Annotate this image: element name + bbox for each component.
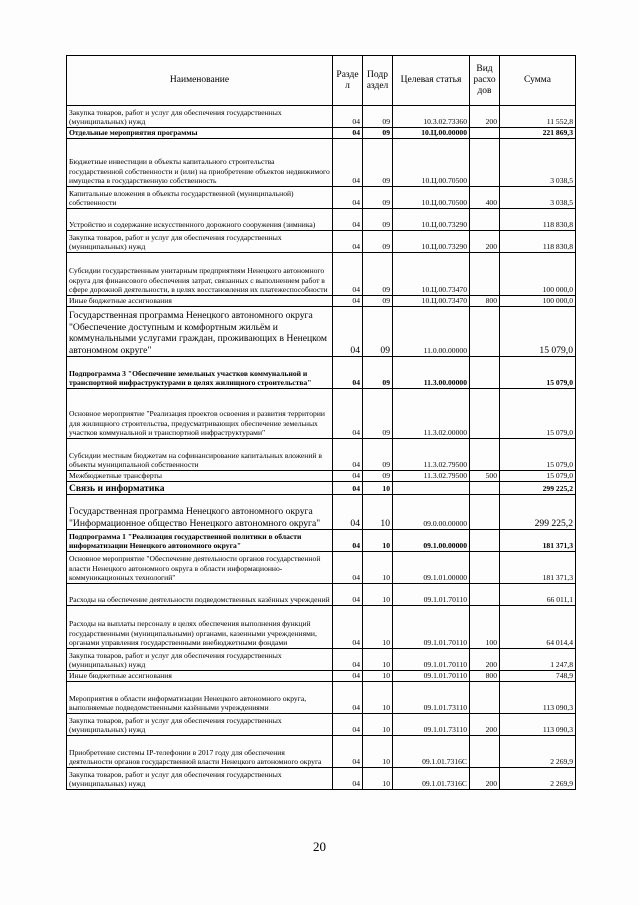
cell-subsection: 09 <box>363 187 393 209</box>
cell-section: 04 <box>333 606 363 649</box>
cell-sum: 221 869,3 <box>500 128 576 139</box>
cell-section: 04 <box>333 495 363 530</box>
cell-name: Закупка товаров, работ и услуг для обеспечения государственных (муниципальных) нужд <box>67 768 333 790</box>
cell-sum: 11 552,8 <box>500 106 576 128</box>
cell-target: 11.3.00.00000 <box>393 357 470 389</box>
table-row <box>67 357 576 389</box>
table-row <box>67 482 576 495</box>
cell-section: 04 <box>333 389 363 439</box>
cell-type: 800 <box>470 671 500 682</box>
table-row <box>67 128 576 139</box>
cell-subsection: 09 <box>363 106 393 128</box>
cell-name: Приобретение системы IP-телефонии в 2017 году для обеспечения деятельности органов государственной власти Ненецкого автономного округа <box>67 736 333 768</box>
cell-subsection: 10 <box>363 768 393 790</box>
cell-target: 09.1.01.70110 <box>393 606 470 649</box>
cell-type: 100 <box>470 606 500 649</box>
cell-target: 10.Ц.00.73290 <box>393 209 470 231</box>
cell-subsection: 09 <box>363 209 393 231</box>
cell-target: 09.1.01.73110 <box>393 682 470 714</box>
cell-subsection: 10 <box>363 649 393 671</box>
cell-name: Подпрограмма 3 "Обеспечение земельных участков коммунальной и транспортной инфраструктурами в целях жилищного строительства" <box>67 357 333 389</box>
cell-target: 10.Ц.00.00000 <box>393 128 470 139</box>
cell-name: Расходы на обеспечение деятельности подведомственных казённых учреждений <box>67 584 333 606</box>
cell-name: Капитальные вложения в объекты государственной (муниципальной) собственности <box>67 187 333 209</box>
cell-section: 04 <box>333 139 363 187</box>
cell-type <box>470 682 500 714</box>
table-row <box>67 231 576 253</box>
cell-subsection: 09 <box>363 357 393 389</box>
cell-subsection: 09 <box>363 296 393 307</box>
table-row <box>67 649 576 671</box>
cell-type <box>470 128 500 139</box>
cell-name: Субсидии государственным унитарным предприятиям Ненецкого автономного округа для финансового обеспечения затрат, связанных с выполнением работ в сфере дорожной деятельности, в целях восстановления их платежеспособности <box>67 253 333 296</box>
cell-sum: 2 269,9 <box>500 768 576 790</box>
table-row <box>67 682 576 714</box>
cell-sum: 15 079,0 <box>500 439 576 471</box>
cell-target: 11.0.00.00000 <box>393 307 470 357</box>
cell-name: Закупка товаров, работ и услуг для обеспечения государственных (муниципальных) нужд <box>67 106 333 128</box>
cell-sum: 64 014,4 <box>500 606 576 649</box>
cell-type <box>470 584 500 606</box>
header-target: Целевая статья <box>393 56 470 106</box>
cell-name: Основное мероприятие "Обеспечение деятельности органов государственной власти Ненецкого автономного округа в области информационно-коммуникационных технологий" <box>67 552 333 584</box>
cell-name: Связь и информатика <box>67 482 333 495</box>
cell-sum: 3 038,5 <box>500 187 576 209</box>
cell-type: 200 <box>470 714 500 736</box>
cell-type <box>470 482 500 495</box>
cell-section: 04 <box>333 128 363 139</box>
cell-type <box>470 307 500 357</box>
cell-section: 04 <box>333 307 363 357</box>
cell-sum: 2 269,9 <box>500 736 576 768</box>
cell-sum: 15 079,0 <box>500 389 576 439</box>
cell-type: 200 <box>470 649 500 671</box>
cell-type <box>470 495 500 530</box>
cell-subsection: 10 <box>363 606 393 649</box>
cell-section: 04 <box>333 768 363 790</box>
table-row <box>67 530 576 552</box>
cell-section: 04 <box>333 439 363 471</box>
cell-type <box>470 209 500 231</box>
cell-sum: 118 830,8 <box>500 231 576 253</box>
cell-type: 500 <box>470 471 500 482</box>
cell-target: 09.1.01.7316С <box>393 736 470 768</box>
cell-target: 10.Ц.00.73290 <box>393 231 470 253</box>
cell-sum: 299 225,2 <box>500 495 576 530</box>
cell-sum: 113 090,3 <box>500 714 576 736</box>
header-name: Наименование <box>67 56 333 106</box>
table-row <box>67 253 576 296</box>
cell-subsection: 10 <box>363 714 393 736</box>
cell-name: Бюджетные инвестиции в объекты капитального строительства государственной собственности и (или) на приобретение объектов недвижимого имущества в государственную собственность <box>67 139 333 187</box>
cell-target: 09.0.00.00000 <box>393 495 470 530</box>
table-row <box>67 736 576 768</box>
cell-subsection: 09 <box>363 253 393 296</box>
cell-type: 200 <box>470 231 500 253</box>
cell-type <box>470 439 500 471</box>
cell-target <box>393 482 470 495</box>
cell-section: 04 <box>333 530 363 552</box>
cell-section: 04 <box>333 471 363 482</box>
table-row <box>67 439 576 471</box>
cell-subsection: 09 <box>363 231 393 253</box>
table-row <box>67 209 576 231</box>
cell-section: 04 <box>333 231 363 253</box>
cell-section: 04 <box>333 649 363 671</box>
cell-section: 04 <box>333 296 363 307</box>
cell-name: Отдельные мероприятия программы <box>67 128 333 139</box>
cell-section: 04 <box>333 682 363 714</box>
cell-subsection: 09 <box>363 471 393 482</box>
cell-sum: 100 000,0 <box>500 296 576 307</box>
cell-name: Межбюджетные трансферты <box>67 471 333 482</box>
cell-sum: 181 371,3 <box>500 552 576 584</box>
cell-subsection: 09 <box>363 307 393 357</box>
cell-subsection: 09 <box>363 389 393 439</box>
cell-name: Устройство и содержание искусственного дорожного сооружения (зимника) <box>67 209 333 231</box>
cell-type <box>470 139 500 187</box>
cell-type <box>470 389 500 439</box>
cell-target: 11.3.02.00000 <box>393 389 470 439</box>
cell-sum: 3 038,5 <box>500 139 576 187</box>
table-row <box>67 106 576 128</box>
cell-name: Закупка товаров, работ и услуг для обеспечения государственных (муниципальных) нужд <box>67 714 333 736</box>
cell-subsection: 10 <box>363 736 393 768</box>
table-row <box>67 606 576 649</box>
cell-target: 10.Ц.00.70500 <box>393 139 470 187</box>
cell-section: 04 <box>333 584 363 606</box>
cell-section: 04 <box>333 106 363 128</box>
table-row <box>67 307 576 357</box>
cell-sum: 66 011,1 <box>500 584 576 606</box>
cell-type <box>470 253 500 296</box>
table-header-row <box>67 56 576 106</box>
cell-sum: 100 000,0 <box>500 253 576 296</box>
header-subsection: Подр аздел <box>363 56 393 106</box>
cell-type <box>470 357 500 389</box>
table-body <box>67 106 576 790</box>
cell-section: 04 <box>333 357 363 389</box>
table-row <box>67 495 576 530</box>
cell-sum: 15 079,0 <box>500 357 576 389</box>
cell-sum: 15 079,0 <box>500 471 576 482</box>
table-row <box>67 139 576 187</box>
cell-target: 09.1.01.70110 <box>393 671 470 682</box>
cell-target: 09.1.01.7316С <box>393 768 470 790</box>
cell-section: 04 <box>333 187 363 209</box>
table-row <box>67 389 576 439</box>
cell-subsection: 09 <box>363 439 393 471</box>
cell-subsection: 10 <box>363 495 393 530</box>
cell-name: Государственная программа Ненецкого автономного округа "Информационное общество Ненецкого автономного округа" <box>67 495 333 530</box>
cell-target: 11.3.02.79500 <box>393 439 470 471</box>
cell-sum: 113 090,3 <box>500 682 576 714</box>
cell-sum: 1 247,8 <box>500 649 576 671</box>
cell-type: 200 <box>470 106 500 128</box>
cell-name: Мероприятия в области информатизации Ненецкого автономного округа, выполняемые подведомственными казёнными учреждениями <box>67 682 333 714</box>
table-row <box>67 471 576 482</box>
cell-sum: 118 830,8 <box>500 209 576 231</box>
cell-section: 04 <box>333 253 363 296</box>
header-type: Вид расхо дов <box>470 56 500 106</box>
cell-subsection: 09 <box>363 139 393 187</box>
header-sum: Сумма <box>500 56 576 106</box>
cell-name: Субсидии местным бюджетам на софинансирование капитальных вложений в объекты муниципальной собственности <box>67 439 333 471</box>
cell-name: Подпрограмма 1 "Реализация государственной политики в области информатизации Ненецкого автономного округа" <box>67 530 333 552</box>
cell-name: Иные бюджетные ассигнования <box>67 296 333 307</box>
cell-subsection: 10 <box>363 682 393 714</box>
cell-sum: 299 225,2 <box>500 482 576 495</box>
budget-table <box>66 55 576 790</box>
page-number: 20 <box>313 839 326 854</box>
cell-type <box>470 530 500 552</box>
cell-section: 04 <box>333 714 363 736</box>
cell-target: 10.Ц.00.70500 <box>393 187 470 209</box>
cell-section: 04 <box>333 209 363 231</box>
table-row <box>67 671 576 682</box>
table-row <box>67 552 576 584</box>
cell-subsection: 10 <box>363 552 393 584</box>
cell-sum: 748,9 <box>500 671 576 682</box>
cell-name: Иные бюджетные ассигнования <box>67 671 333 682</box>
cell-name: Основное мероприятие "Реализация проектов освоения и развития территории для жилищного строительства, предусматривающих обеспечение земельных участков коммунальной и транспортной инфраструктурами" <box>67 389 333 439</box>
header-section: Разде л <box>333 56 363 106</box>
cell-target: 09.1.01.73110 <box>393 714 470 736</box>
cell-target: 10.Ц.00.73470 <box>393 253 470 296</box>
cell-section: 04 <box>333 736 363 768</box>
cell-section: 04 <box>333 552 363 584</box>
cell-subsection: 10 <box>363 482 393 495</box>
cell-name: Государственная программа Ненецкого автономного округа "Обеспечение доступным и комфортным жильём и коммунальными услугами граждан, проживающих в Ненецком автономном округе" <box>67 307 333 357</box>
cell-name: Закупка товаров, работ и услуг для обеспечения государственных (муниципальных) нужд <box>67 649 333 671</box>
cell-name: Расходы на выплаты персоналу в целях обеспечения выполнения функций государственными (муниципальными) органами, казенными учреждениями, органами управления государственными внебюджетными фондами <box>67 606 333 649</box>
cell-name: Закупка товаров, работ и услуг для обеспечения государственных (муниципальных) нужд <box>67 231 333 253</box>
table-row <box>67 714 576 736</box>
cell-target: 09.1.01.70110 <box>393 584 470 606</box>
table-row <box>67 296 576 307</box>
cell-sum: 15 079,0 <box>500 307 576 357</box>
cell-subsection: 10 <box>363 584 393 606</box>
cell-type: 800 <box>470 296 500 307</box>
cell-target: 10.Ц.00.73470 <box>393 296 470 307</box>
cell-type: 200 <box>470 768 500 790</box>
table-row <box>67 584 576 606</box>
cell-target: 10.3.02.73360 <box>393 106 470 128</box>
cell-subsection: 10 <box>363 671 393 682</box>
cell-subsection: 10 <box>363 530 393 552</box>
cell-type <box>470 552 500 584</box>
cell-target: 09.1.01.00000 <box>393 552 470 584</box>
table-row <box>67 768 576 790</box>
table-row <box>67 187 576 209</box>
cell-subsection: 09 <box>363 128 393 139</box>
cell-target: 11.3.02.79500 <box>393 471 470 482</box>
cell-sum: 181 371,3 <box>500 530 576 552</box>
cell-section: 04 <box>333 482 363 495</box>
cell-type: 400 <box>470 187 500 209</box>
cell-section: 04 <box>333 671 363 682</box>
cell-target: 09.1.01.70110 <box>393 649 470 671</box>
cell-target: 09.1.00.00000 <box>393 530 470 552</box>
cell-type <box>470 736 500 768</box>
